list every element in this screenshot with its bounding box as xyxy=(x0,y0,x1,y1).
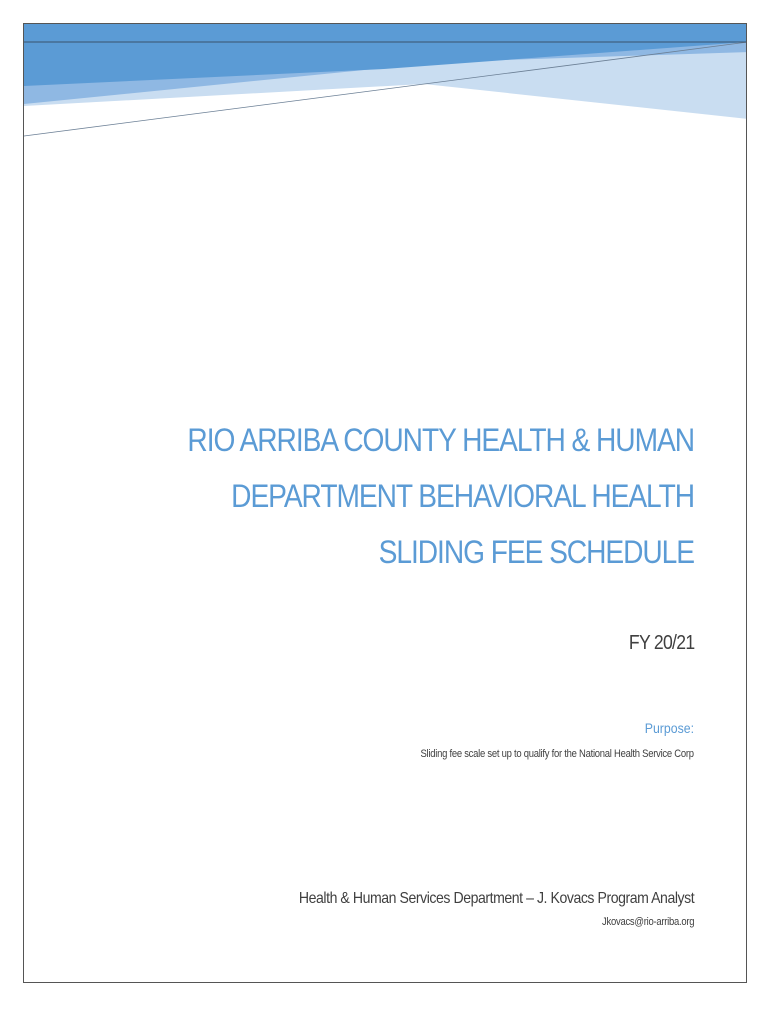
purpose-label: Purpose: xyxy=(644,720,694,736)
title-line-2: DEPARTMENT BEHAVIORAL HEALTH xyxy=(231,478,694,514)
purpose-text: Sliding fee scale set up to qualify for the National Health Service Corp xyxy=(420,748,694,760)
header-banner-graphic xyxy=(24,24,747,144)
title-line-3: SLIDING FEE SCHEDULE xyxy=(378,534,694,570)
document-title xyxy=(74,412,694,580)
document-page xyxy=(23,23,747,983)
author-line: Health & Human Services Department – J. Kovacs Program Analyst xyxy=(298,890,694,907)
title-line-1: RIO ARRIBA COUNTY HEALTH & HUMAN xyxy=(187,422,694,458)
fiscal-year: FY 20/21 xyxy=(628,632,694,654)
author-email: Jkovacs@rio-arriba.org xyxy=(601,916,694,928)
